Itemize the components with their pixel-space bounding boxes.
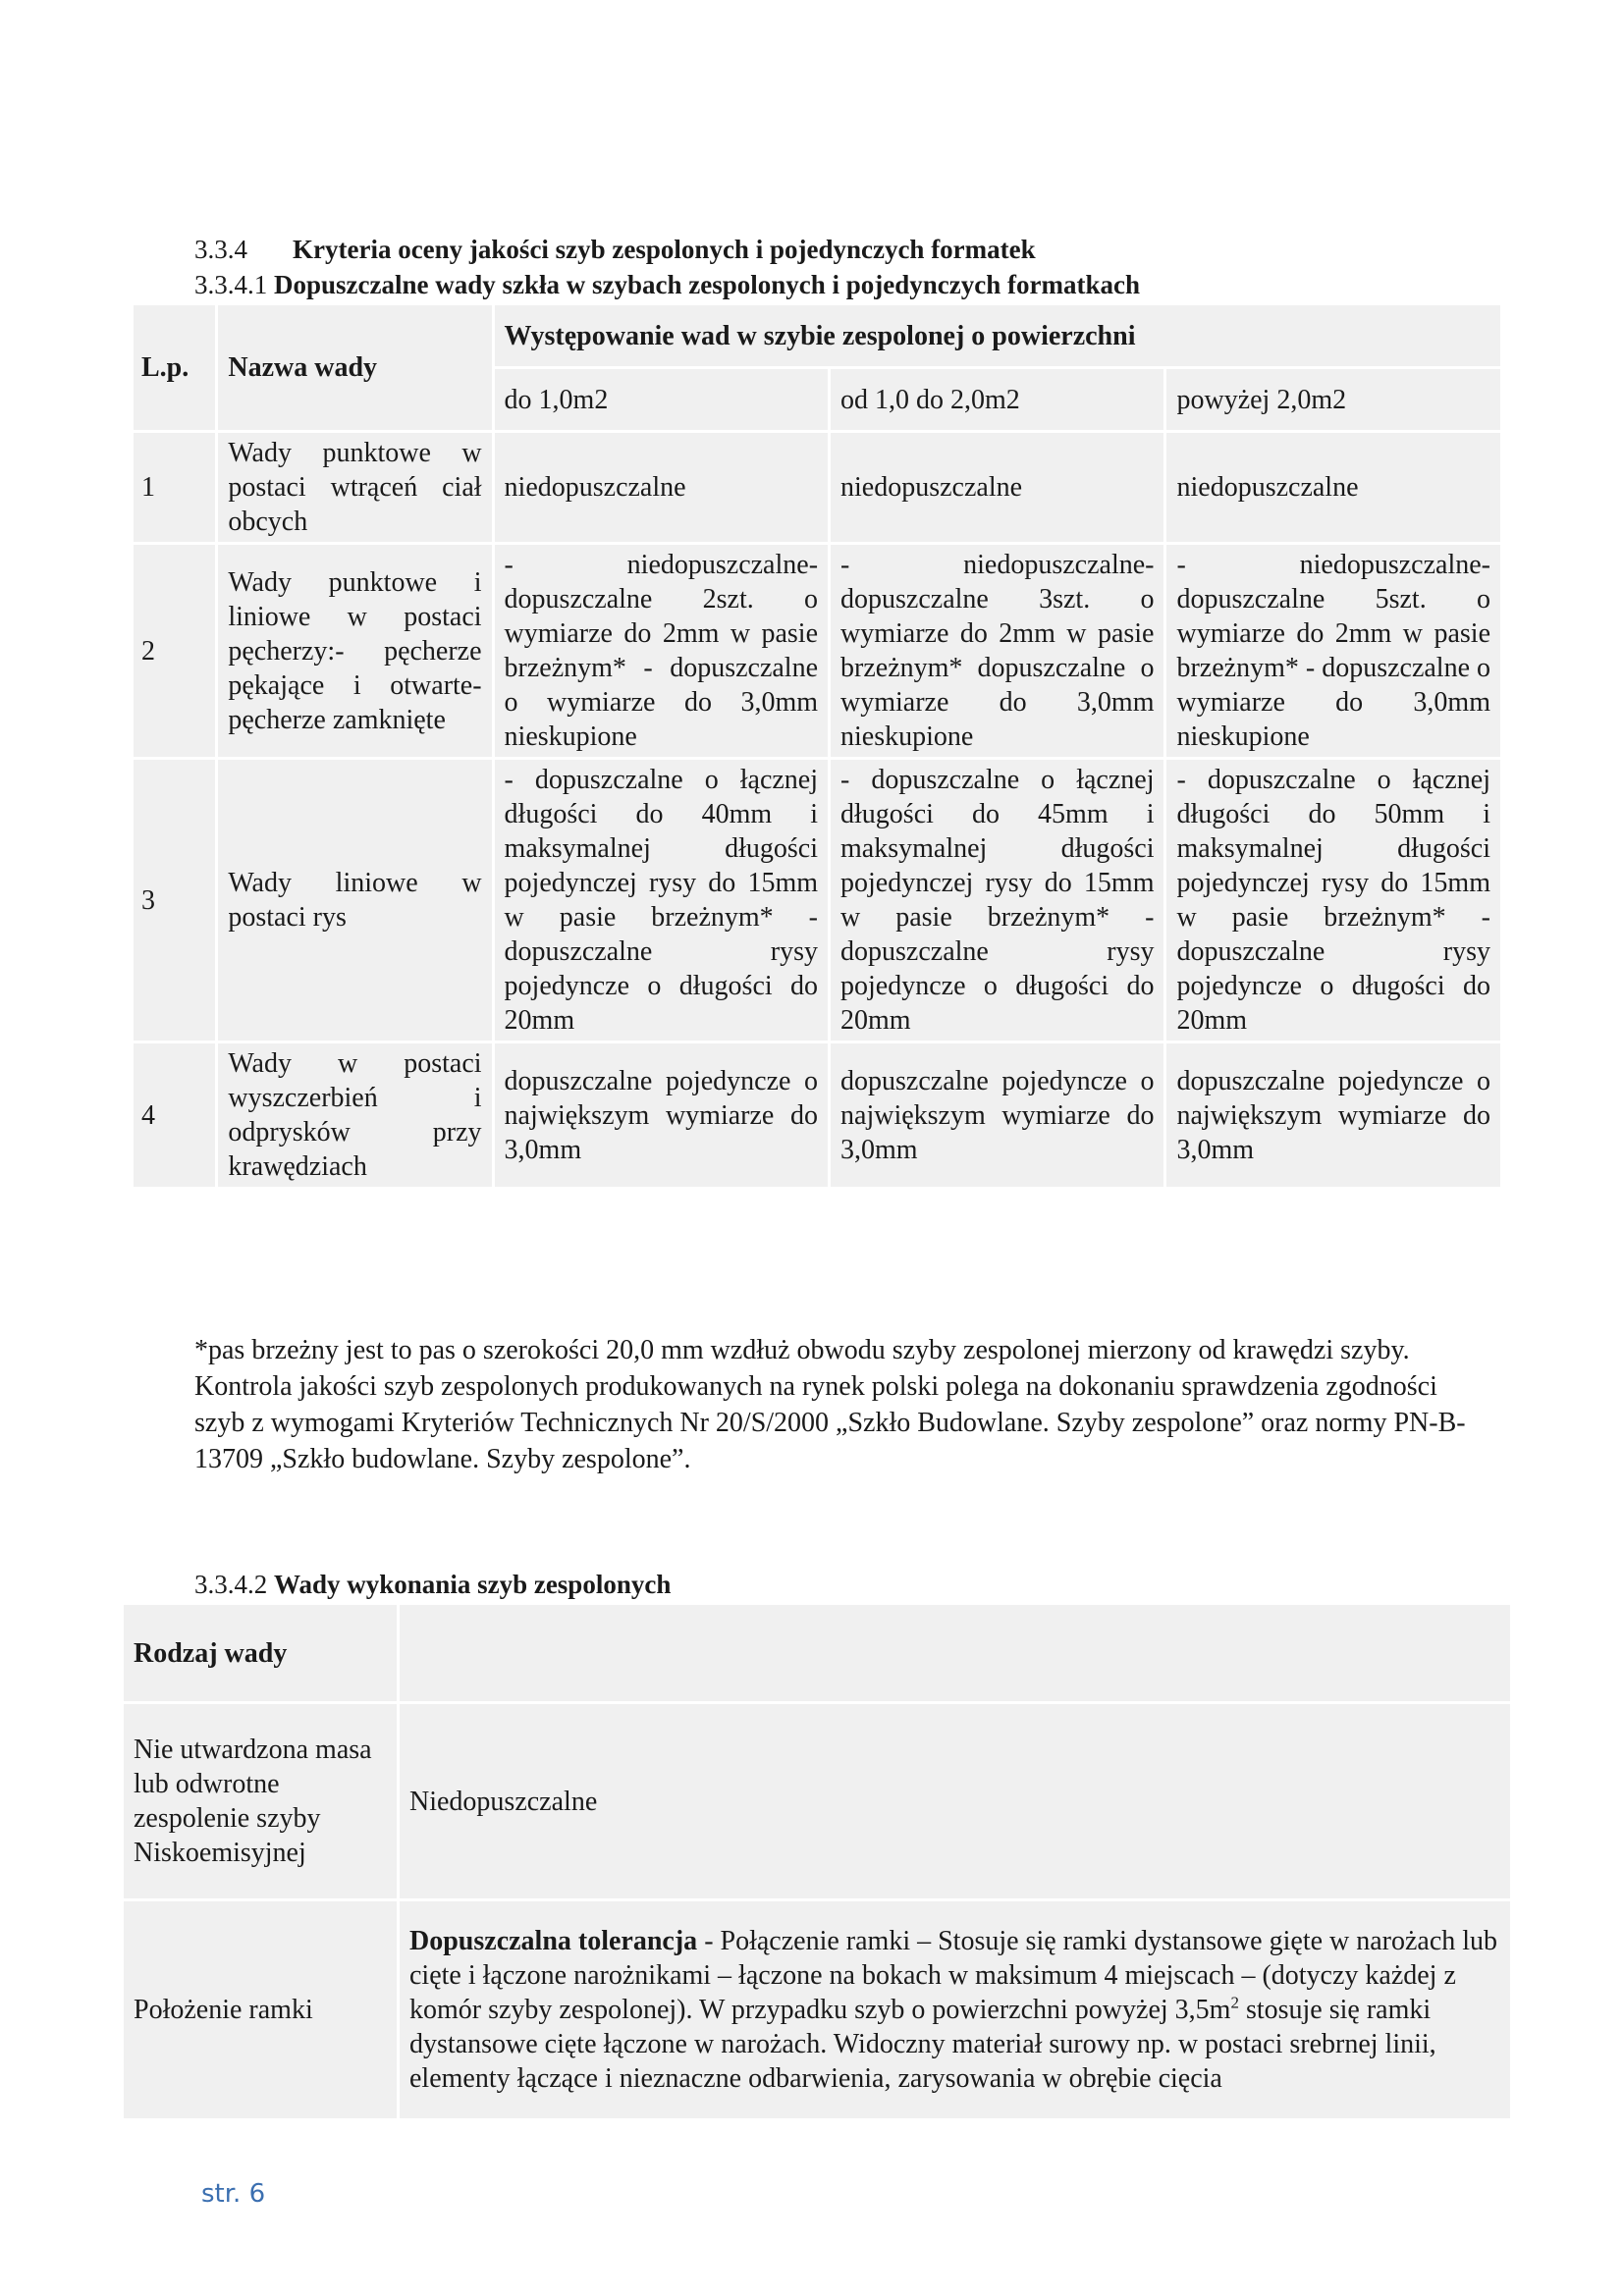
table-header-row	[134, 305, 1500, 366]
defect-name: Wady liniowe w postaci rys	[218, 760, 491, 1041]
defects-table	[131, 302, 1503, 1190]
table-row	[134, 760, 1500, 1041]
tolerance-text-cont: stosuje się ramki dystansowe cięte łączone w narożach. Widoczny materiał surowy np. w postaci srebrnej linii, elementy łączące i nieznaczne odbarwienia, zarysowania w obrębie cięcia	[409, 1995, 1436, 2094]
footnote-text: *pas brzeżny jest to pas o szerokości 20,0 mm wzdłuż obwodu szyby zespolonej mierzony od krawędzi szyby.	[194, 1335, 1410, 1365]
section-title: Kryteria oceny jakości szyb zespolonych i pojedynczych formatek	[293, 235, 1036, 264]
defect-name: Wady punktowe w postaci wtrąceń ciał obcych	[218, 433, 491, 542]
row-number: 4	[134, 1043, 215, 1187]
section-title: Dopuszczalne wady szkła w szybach zespolonych i pojedynczych formatkach	[274, 270, 1140, 299]
defect-rule: - niedopuszczalne- dopuszczalne 2szt. o wymiarze do 2mm w pasie brzeżnym* - dopuszczalne o wymiarze do 3,0mm nieskupione	[495, 545, 828, 757]
table-row	[134, 433, 1500, 542]
table-row	[124, 1901, 1510, 2118]
defect-rule: niedopuszczalne	[1166, 433, 1500, 542]
defect-rule: Niedopuszczalne	[400, 1704, 1510, 1898]
defect-type: Nie utwardzona masa lub odwrotne zespolenie szyby Niskoemisyjnej	[124, 1704, 397, 1898]
subheader-area: do 1,0m2	[495, 369, 828, 430]
defect-name: Wady w postaci wyszczerbień i odprysków przy krawędziach	[218, 1043, 491, 1187]
section-heading-3-3-4	[194, 234, 1036, 265]
section-title: Wady wykonania szyb zespolonych	[274, 1570, 672, 1599]
header-lp: L.p.	[134, 305, 215, 430]
table-row	[134, 545, 1500, 757]
section-number: 3.3.4.1	[194, 270, 268, 299]
notes-block	[194, 1332, 1471, 1477]
header-defect-type: Rodzaj wady	[124, 1605, 397, 1701]
tolerance-label: Dopuszczalna tolerancja	[409, 1926, 698, 1956]
defect-rule: - dopuszczalne o łącznej długości do 45mm i maksymalnej długości pojedynczej rysy do 15mm w pasie brzeżnym* - dopuszczalne rysy pojedyncze o długości do 20mm	[831, 760, 1163, 1041]
section-heading-3-3-4-2	[194, 1569, 671, 1600]
defect-rule: - niedopuszczalne- dopuszczalne 3szt. o wymiarze do 2mm w pasie brzeżnym* dopuszczalne o wymiarze do 3,0mm nieskupione	[831, 545, 1163, 757]
defect-rule: dopuszczalne pojedyncze o największym wymiarze do 3,0mm	[1166, 1043, 1500, 1187]
table-row	[124, 1704, 1510, 1898]
subheader-area: od 1,0 do 2,0m2	[831, 369, 1163, 430]
header-defect-name: Nazwa wady	[218, 305, 491, 430]
header-surface-group: Występowanie wad w szybie zespolonej o powierzchni	[495, 305, 1500, 366]
section-number: 3.3.4	[194, 235, 247, 264]
row-number: 1	[134, 433, 215, 542]
defect-rule: dopuszczalne pojedyncze o największym wymiarze do 3,0mm	[831, 1043, 1163, 1187]
defect-name: Wady punktowe i liniowe w postaci pęcherzy:- pęcherze pękające i otwarte- pęcherze zamknięte	[218, 545, 491, 757]
defect-rule: niedopuszczalne	[831, 433, 1163, 542]
defect-rule: - dopuszczalne o łącznej długości do 40mm i maksymalnej długości pojedynczej rysy do 15mm w pasie brzeżnym* - dopuszczalne rysy pojedyncze o długości do 20mm	[495, 760, 828, 1041]
row-number: 2	[134, 545, 215, 757]
row-number: 3	[134, 760, 215, 1041]
header-empty-cell	[400, 1605, 1510, 1701]
subheader-area: powyżej 2,0m2	[1166, 369, 1500, 430]
section-number: 3.3.4.2	[194, 1570, 268, 1599]
tolerance-text: - Połączenie ramki – Stosuje się ramki dystansowe gięte w narożach lub cięte i łączone narożnikami – łączone na bokach w maksimum 4 miejscach – (dotyczy każdej z komór szyby zespolonej). W przypadku szyb o powierzchni powyżej 3,5m	[409, 1926, 1498, 2025]
defect-rule: - dopuszczalne o łącznej długości do 50mm i maksymalnej długości pojedynczej rysy do 15mm w pasie brzeżnym* - dopuszczalne rysy pojedyncze o długości do 20mm	[1166, 760, 1500, 1041]
section-heading-3-3-4-1	[194, 269, 1140, 300]
table-row	[134, 1043, 1500, 1187]
defect-rule: - niedopuszczalne- dopuszczalne 5szt. o wymiarze do 2mm w pasie brzeżnym* - dopuszczalne o wymiarze do 3,0mm nieskupione	[1166, 545, 1500, 757]
page-number: str. 6	[201, 2179, 266, 2209]
control-paragraph: Kontrola jakości szyb zespolonych produkowanych na rynek polski polega na dokonaniu sprawdzenia zgodności szyb z wymogami Kryteriów Technicznych Nr 20/S/2000 „Szkło Budowlane. Szyby zespolone” oraz normy PN-B-13709 „Szkło budowlane. Szyby zespolone”.	[194, 1371, 1466, 1474]
superscript: 2	[1230, 1993, 1239, 2012]
manufacturing-defects-table	[121, 1602, 1513, 2121]
defect-rule: dopuszczalne pojedyncze o największym wymiarze do 3,0mm	[495, 1043, 828, 1187]
defect-rule: niedopuszczalne	[495, 433, 828, 542]
table-header-row	[124, 1605, 1510, 1701]
defect-type: Położenie ramki	[124, 1901, 397, 2118]
defect-rule	[400, 1901, 1510, 2118]
